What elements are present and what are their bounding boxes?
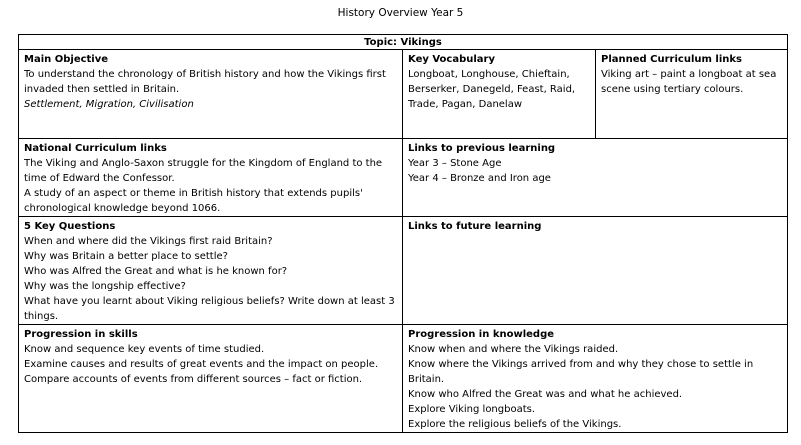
previous-learning-heading: Links to previous learning xyxy=(408,143,556,154)
national-curriculum-line: The Viking and Anglo-Saxon struggle for the Kingdom of England to the time of Edward the Confessor. xyxy=(24,158,383,184)
key-question: What have you learnt about Viking religious beliefs? Write down at least 3 things. xyxy=(24,296,395,322)
skills-heading: Progression in skills xyxy=(24,329,138,340)
knowledge-cell xyxy=(403,325,788,433)
main-objective-cell xyxy=(19,50,403,139)
skill-item: Examine causes and results of great events and the impact on people. xyxy=(24,359,379,370)
knowledge-item: Know when and where the Vikings raided. xyxy=(408,344,619,355)
planned-links-text: Viking art – paint a longboat at sea scene using tertiary colours. xyxy=(601,69,777,95)
main-objective-themes: Settlement, Migration, Civilisation xyxy=(24,99,194,110)
key-question: Why was Britain a better place to settle? xyxy=(24,251,228,262)
national-curriculum-heading: National Curriculum links xyxy=(24,143,167,154)
knowledge-heading: Progression in knowledge xyxy=(408,329,555,340)
knowledge-item: Know who Alfred the Great was and what he achieved. xyxy=(408,389,683,400)
skill-item: Compare accounts of events from different sources – fact or fiction. xyxy=(24,374,363,385)
key-vocabulary-text: Longboat, Longhouse, Chieftain, Berserker, Danegeld, Feast, Raid, Trade, Pagan, Danelaw xyxy=(408,69,576,110)
national-curriculum-line: A study of an aspect or theme in British history that extends pupils' chronological knowledge beyond 1066. xyxy=(24,188,363,214)
previous-learning-line: Year 4 – Bronze and Iron age xyxy=(408,173,551,184)
main-objective-text: To understand the chronology of British history and how the Vikings first invaded then settled in Britain. xyxy=(24,69,386,95)
previous-learning-line: Year 3 – Stone Age xyxy=(408,158,502,169)
key-questions-cell xyxy=(19,217,403,325)
key-question: Why was the longship effective? xyxy=(24,281,186,292)
skill-item: Know and sequence key events of time studied. xyxy=(24,344,265,355)
knowledge-item: Explore the religious beliefs of the Vikings. xyxy=(408,419,622,430)
knowledge-item: Explore Viking longboats. xyxy=(408,404,536,415)
planned-links-cell xyxy=(596,50,788,139)
key-questions-heading: 5 Key Questions xyxy=(24,221,116,232)
document-title: History Overview Year 5 xyxy=(337,7,464,19)
topic-header: Topic: Vikings xyxy=(19,35,788,50)
future-learning-cell xyxy=(403,217,788,325)
skills-cell xyxy=(19,325,403,433)
key-vocabulary-cell xyxy=(403,50,596,139)
key-question: Who was Alfred the Great and what is he known for? xyxy=(24,266,288,277)
knowledge-item: Know where the Vikings arrived from and why they chose to settle in Britain. xyxy=(408,359,754,385)
overview-table xyxy=(18,34,788,433)
main-objective-heading: Main Objective xyxy=(24,54,109,65)
key-question: When and where did the Vikings first raid Britain? xyxy=(24,236,273,247)
future-learning-heading: Links to future learning xyxy=(408,221,542,232)
national-curriculum-cell xyxy=(19,139,403,217)
previous-learning-cell xyxy=(403,139,788,217)
planned-links-heading: Planned Curriculum links xyxy=(601,54,742,65)
key-vocabulary-heading: Key Vocabulary xyxy=(408,54,495,65)
